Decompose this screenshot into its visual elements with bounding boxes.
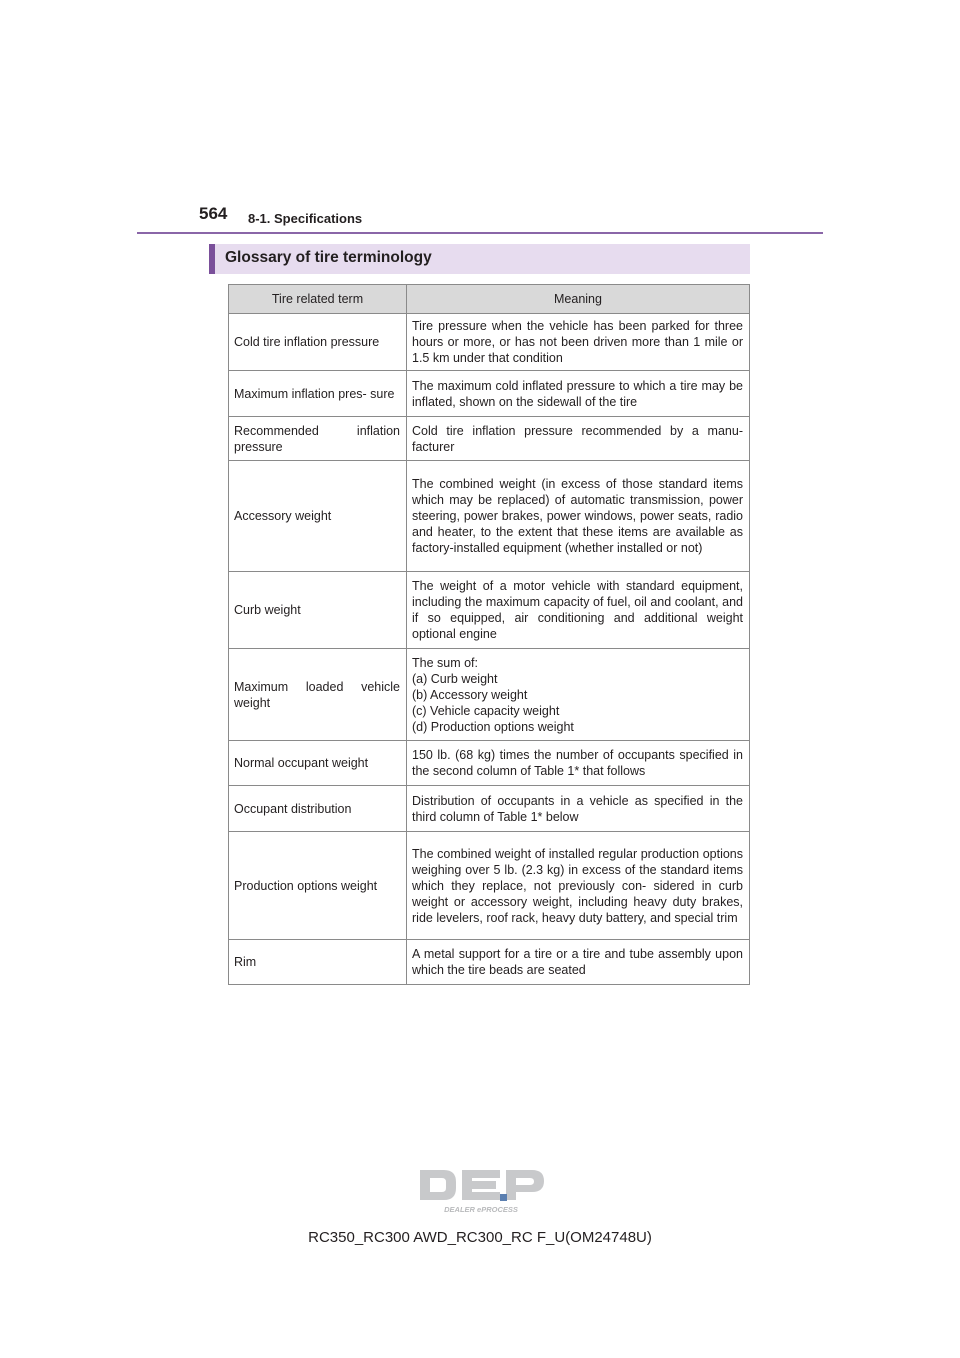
table-row xyxy=(229,741,750,786)
meaning-cell: The weight of a motor vehicle with standard equipment, including the maximum capacity of fuel, oil and coolant, and if so equipped, air conditioning and additional weight optional engine xyxy=(407,572,750,649)
logo-accent-icon xyxy=(500,1194,507,1201)
table-row xyxy=(229,572,750,649)
term-cell: Recommended inflation pressure xyxy=(229,417,407,461)
table-row xyxy=(229,940,750,985)
meaning-cell: The sum of: (a) Curb weight (b) Accessory weight (c) Vehicle capacity weight (d) Production options weight xyxy=(407,649,750,741)
table-row xyxy=(229,314,750,371)
glossary-table xyxy=(228,284,750,985)
logo-letters-icon xyxy=(420,1170,544,1200)
meaning-cell: Tire pressure when the vehicle has been parked for three hours or more, or has not been driven more than 1 mile or 1.5 km under that condition xyxy=(407,314,750,371)
glossary-title: Glossary of tire terminology xyxy=(225,249,432,266)
header-divider xyxy=(137,232,823,234)
term-cell: Normal occupant weight xyxy=(229,741,407,786)
meaning-cell: Cold tire inflation pressure recommended by a manu- facturer xyxy=(407,417,750,461)
section-title: 8-1. Specifications xyxy=(248,211,363,226)
meaning-cell: The combined weight (in excess of those standard items which may be replaced) of automatic transmission, power steering, power brakes, power windows, power seats, radio and heater, to the extent that these items are available as factory-installed equipment (whether installed or not) xyxy=(407,461,750,572)
table-row xyxy=(229,786,750,832)
page-number: 564 xyxy=(199,204,228,223)
meaning-cell: Distribution of occupants in a vehicle as specified in the third column of Table 1* below xyxy=(407,786,750,832)
meaning-cell: The combined weight of installed regular production options weighing over 5 lb. (2.3 kg) in excess of the standard items which they replace, not previously con- sidered in curb weight or accessory weight, including heavy duty brakes, ride levelers, roof rack, heavy duty battery, and special trim xyxy=(407,832,750,940)
meaning-cell: 150 lb. (68 kg) times the number of occupants specified in the second column of Table 1* that follows xyxy=(407,741,750,786)
logo-wordmark: DEALER ePROCESS xyxy=(444,1205,518,1214)
term-cell: Accessory weight xyxy=(229,461,407,572)
meaning-cell: The maximum cold inflated pressure to which a tire may be inflated, shown on the sidewall of the tire xyxy=(407,371,750,417)
dealer-eprocess-logo xyxy=(416,1166,546,1216)
table-header-row xyxy=(229,285,750,314)
column-header-meaning: Meaning xyxy=(407,285,750,314)
table-row xyxy=(229,417,750,461)
glossary-title-bar xyxy=(209,244,750,274)
term-cell: Production options weight xyxy=(229,832,407,940)
table-row xyxy=(229,461,750,572)
term-cell: Maximum inflation pres- sure xyxy=(229,371,407,417)
term-cell: Cold tire inflation pressure xyxy=(229,314,407,371)
table-row xyxy=(229,371,750,417)
term-cell: Rim xyxy=(229,940,407,985)
table-row xyxy=(229,649,750,741)
term-cell: Occupant distribution xyxy=(229,786,407,832)
column-header-term: Tire related term xyxy=(229,285,407,314)
term-cell: Maximum loaded vehicle weight xyxy=(229,649,407,741)
table-row xyxy=(229,832,750,940)
meaning-cell: A metal support for a tire or a tire and tube assembly upon which the tire beads are seated xyxy=(407,940,750,985)
footer-model-code: RC350_RC300 AWD_RC300_RC F_U(OM24748U) xyxy=(308,1229,652,1246)
term-cell: Curb weight xyxy=(229,572,407,649)
